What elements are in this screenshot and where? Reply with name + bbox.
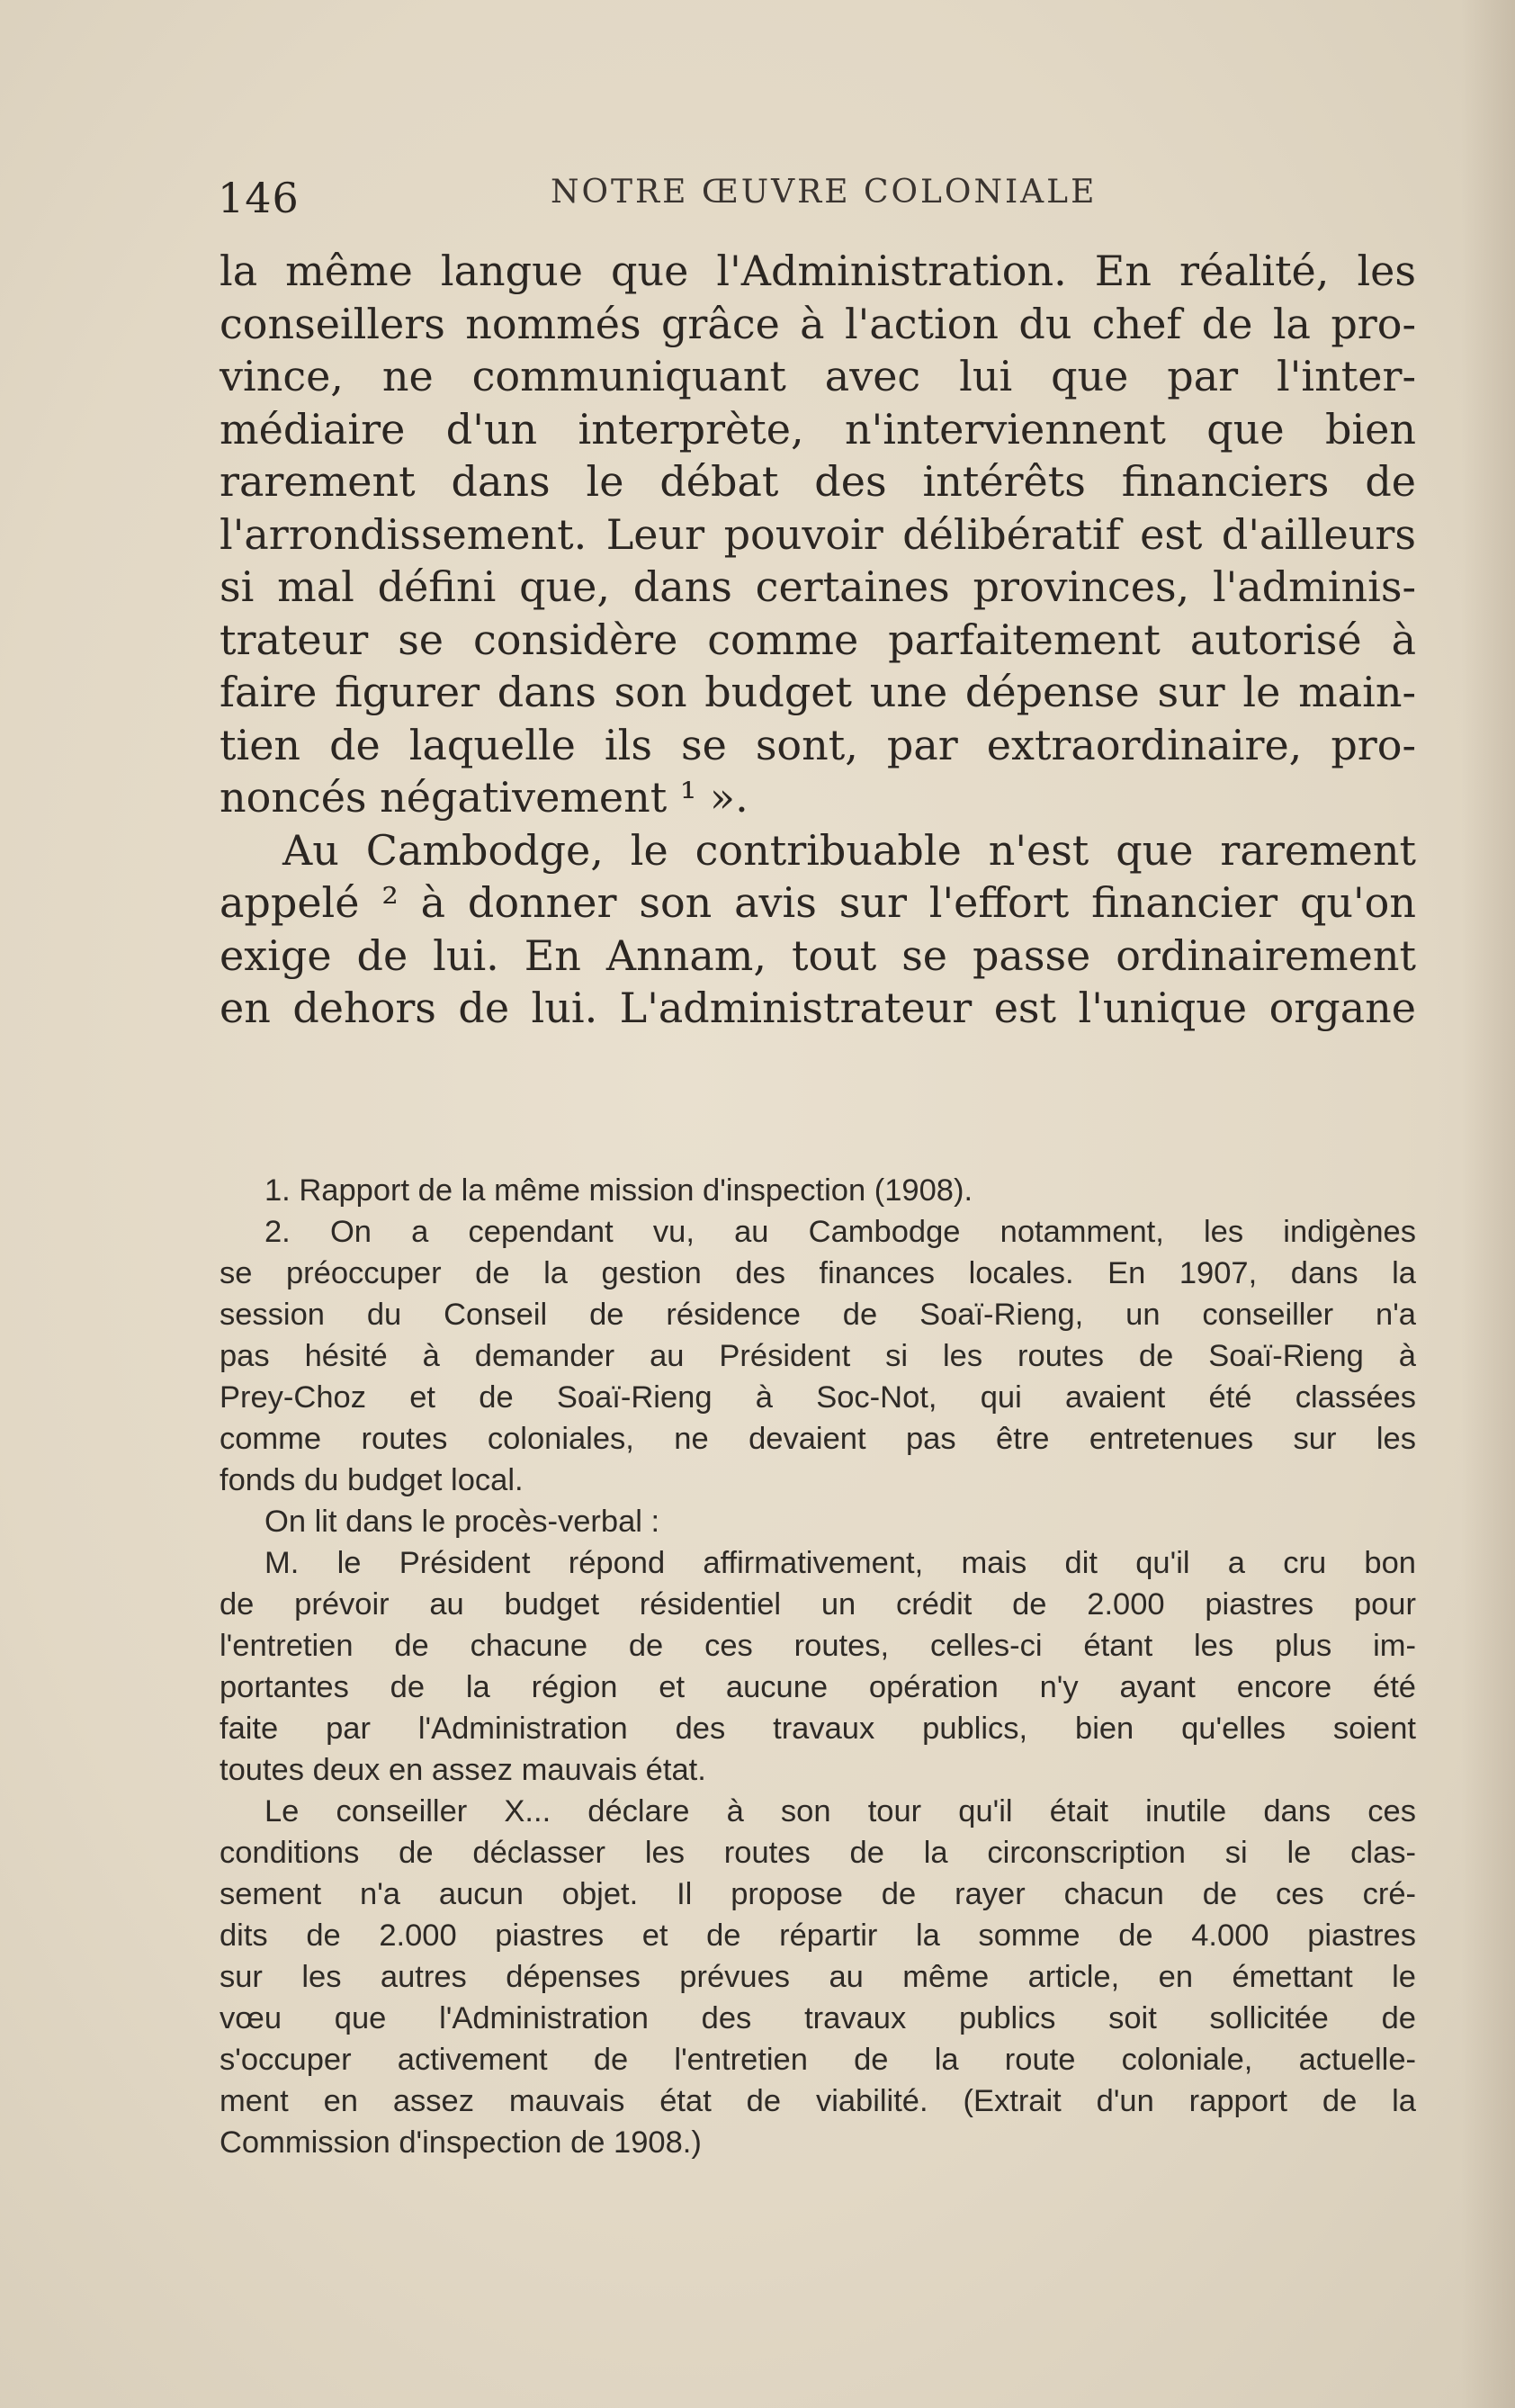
body-line: noncés négativement ¹ ». — [220, 773, 749, 822]
footnote-line: M. le Président répond affirmativement, mais dit qu'il a cru bon — [264, 1546, 1416, 1580]
footnote-line: sement n'a aucun objet. Il propose de rayer chacun de ces cré- — [220, 1877, 1416, 1911]
page-number: 146 — [218, 174, 300, 222]
body-line: la même langue que l'Administration. En réalité, les — [220, 247, 1416, 295]
running-title: NOTRE ŒUVRE COLONIALE — [551, 174, 1098, 211]
footnotes — [220, 1170, 1416, 2163]
body-line: appelé ² à donner son avis sur l'effort financier qu'on — [220, 878, 1416, 927]
body-line: vince, ne communiquant avec lui que par l'inter- — [220, 352, 1416, 400]
footnote-line: faite par l'Administration des travaux publics, bien qu'elles soient — [220, 1712, 1416, 1746]
footnote-line: comme routes coloniales, ne devaient pas être entretenues sur les — [220, 1422, 1416, 1456]
footnote-line: 2. On a cependant vu, au Cambodge notamment, les indigènes — [264, 1215, 1416, 1249]
footnote-line: se préoccuper de la gestion des finances locales. En 1907, dans la — [220, 1256, 1416, 1290]
body-text — [220, 245, 1416, 1035]
footnote-line: sur les autres dépenses prévues au même article, en émettant le — [220, 1960, 1416, 1994]
footnote-line: Commission d'inspection de 1908.) — [220, 2125, 702, 2160]
body-line: l'arrondissement. Leur pouvoir délibératif est d'ailleurs — [220, 509, 1416, 559]
footnote-line: vœu que l'Administration des travaux publics soit sollicitée de — [220, 2001, 1416, 2035]
footnote-line: Le conseiller X... déclare à son tour qu'il était inutile dans ces — [264, 1794, 1416, 1828]
body-line: Au Cambodge, le contribuable n'est que rarement — [282, 825, 1416, 875]
footnote-line: s'occuper activement de l'entretien de la route coloniale, actuelle- — [220, 2043, 1416, 2077]
footnote-line: fonds du budget local. — [220, 1463, 524, 1497]
page-header — [209, 166, 1405, 229]
footnote-line: On lit dans le procès-verbal : — [264, 1505, 660, 1539]
body-line: exige de lui. En Annam, tout se passe ordinairement — [220, 930, 1416, 980]
body-line: si mal défini que, dans certaines provinces, l'adminis- — [220, 562, 1416, 611]
body-line: trateur se considère comme parfaitement autorisé à — [220, 615, 1416, 664]
body-line: en dehors de lui. L'administrateur est l'unique organe — [220, 984, 1416, 1032]
footnote-line: l'entretien de chacune de ces routes, celles-ci étant les plus im- — [220, 1629, 1416, 1663]
body-line: médiaire d'un interprète, n'interviennent que bien — [220, 404, 1416, 454]
body-line: tien de laquelle ils se sont, par extraordinaire, pro- — [220, 720, 1416, 769]
footnote-line: toutes deux en assez mauvais état. — [220, 1753, 706, 1787]
footnote-line: conditions de déclasser les routes de la circonscription si le clas- — [220, 1836, 1416, 1870]
footnote-line: Prey-Choz et de Soaï-Rieng à Soc-Not, qui avaient été classées — [220, 1380, 1416, 1415]
footnote-line: session du Conseil de résidence de Soaï-Rieng, un conseiller n'a — [220, 1298, 1416, 1332]
body-line: faire figurer dans son budget une dépense sur le main- — [220, 668, 1416, 716]
footnote-line: pas hésité à demander au Président si les routes de Soaï-Rieng à — [220, 1339, 1416, 1373]
page-edge-shadow — [1461, 0, 1515, 2408]
body-line: conseillers nommés grâce à l'action du chef de la pro- — [220, 299, 1416, 348]
footnote-line: ment en assez mauvais état de viabilité. (Extrait d'un rapport de la — [220, 2084, 1416, 2118]
footnote-line: 1. Rapport de la même mission d'inspection (1908). — [264, 1173, 973, 1208]
body-line: rarement dans le débat des intérêts financiers de — [220, 457, 1416, 506]
footnote-line: portantes de la région et aucune opération n'y ayant encore été — [220, 1670, 1416, 1704]
footnote-line: de prévoir au budget résidentiel un crédit de 2.000 piastres pour — [220, 1587, 1416, 1622]
footnote-line: dits de 2.000 piastres et de répartir la somme de 4.000 piastres — [220, 1918, 1416, 1953]
